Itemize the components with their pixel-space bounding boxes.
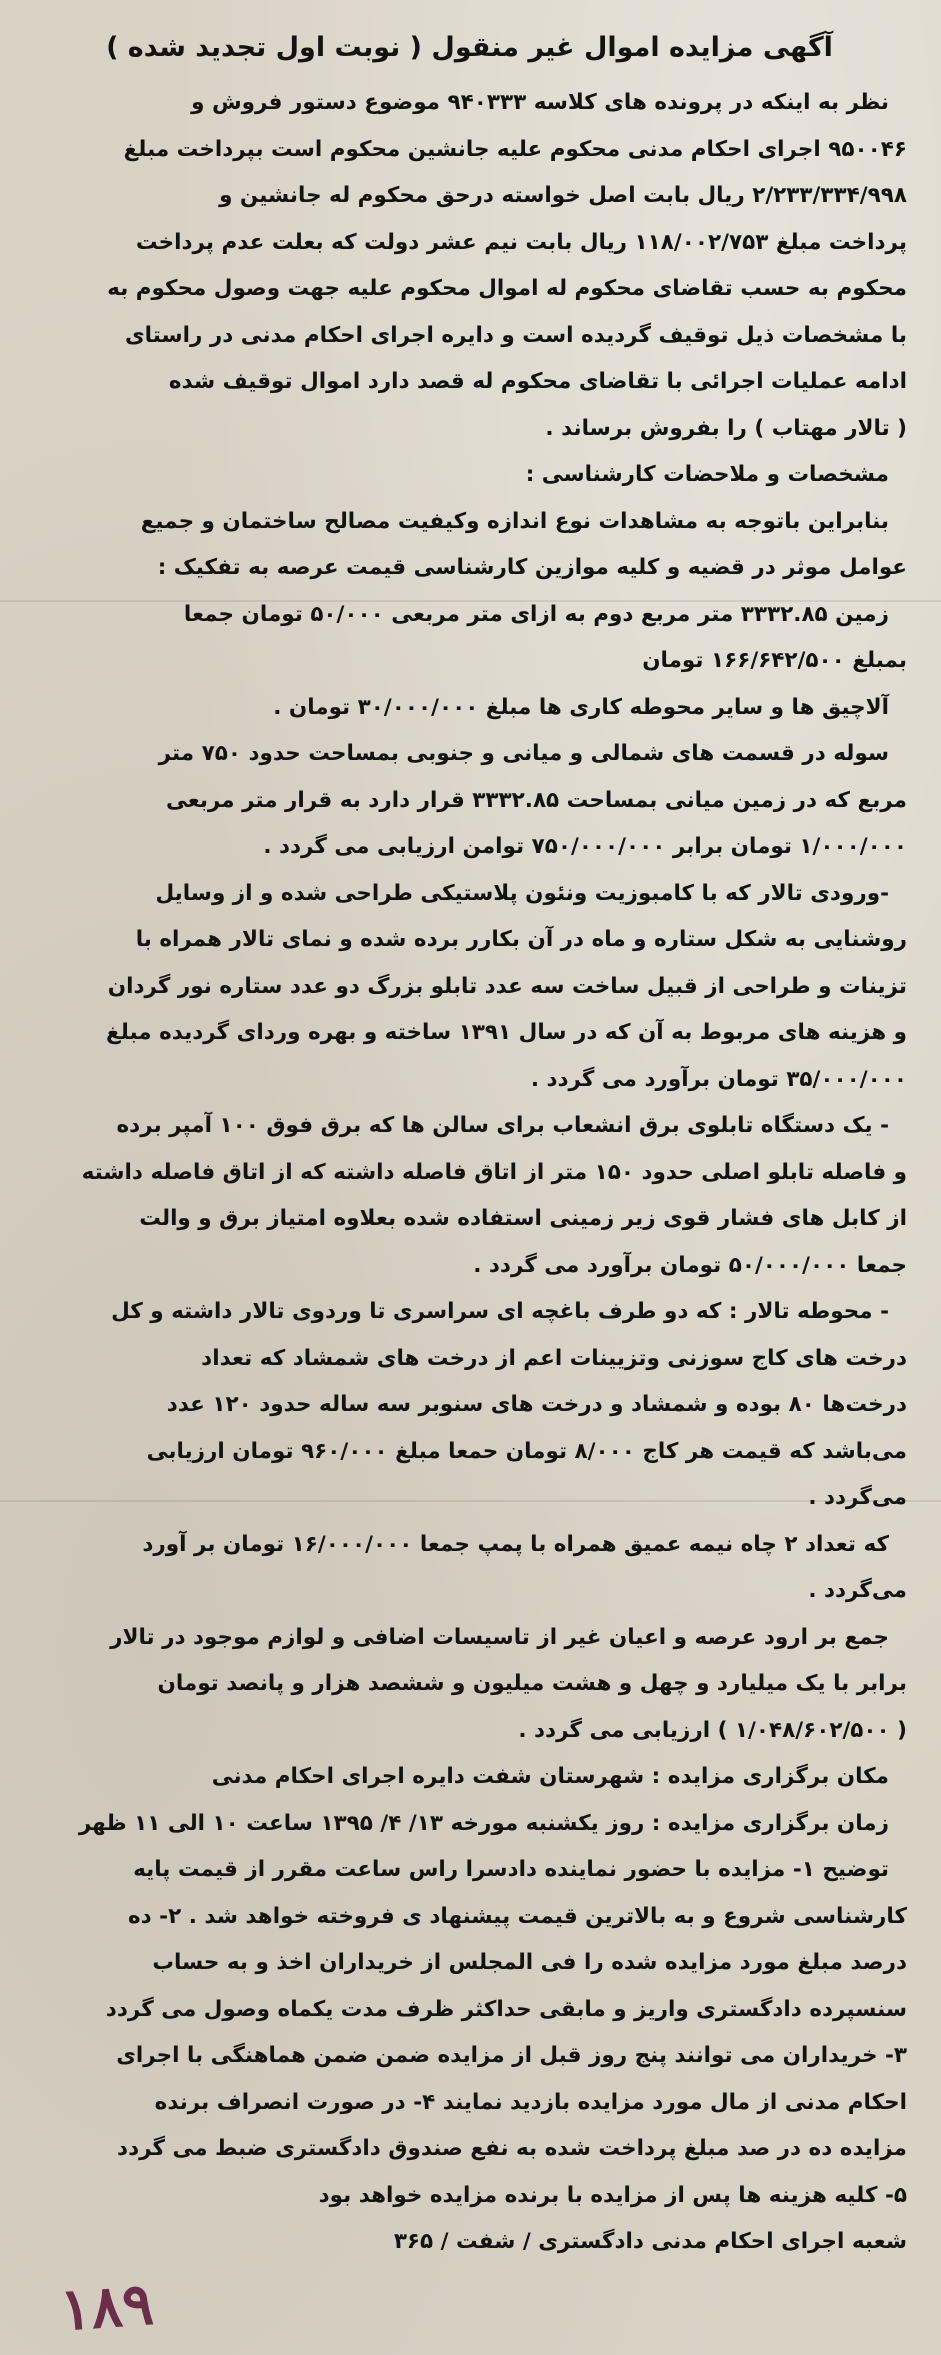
notice-line: ادامه عملیات اجرائی با تقاضای محکوم له قصد دارد اموال توقیف شده xyxy=(168,369,907,394)
notice-line: بمبلغ ۱۶۶/۶۴۲/۵۰۰ تومان xyxy=(642,648,907,673)
notice-line: مربع که در زمین میانی بمساحت ۳۳۳۲.۸۵ قرار دارد به قرار متر مربعی xyxy=(165,787,907,813)
fold-line xyxy=(0,600,941,602)
notice-line: و فاصله تابلو اصلی حدود ۱۵۰ متر از اتاق فاصله داشته که از اتاق فاصله داشته xyxy=(81,1159,907,1185)
notice-line: برابر با یک میلیارد و چهل و هشت میلیون و ششصد هزار و پانصد تومان xyxy=(157,1671,907,1696)
notice-line: مشخصات و ملاحضات کارشناسی : xyxy=(525,462,889,487)
notice-line: سوله در قسمت های شمالی و میانی و جنوبی بمساحت حدود ۷۵۰ متر xyxy=(158,741,889,766)
notice-line: و هزینه های مربوط به آن که در سال ۱۳۹۱ ساخته و بهره وردای گردیده مبلغ xyxy=(106,1020,907,1045)
notice-line: ( تالار مهتاب ) را بفروش برساند . xyxy=(545,415,907,441)
notice-line: ۲/۲۳۳/۳۳۴/۹۹۸ ریال بابت اصل خواسته درحق محکوم له جانشین و xyxy=(219,183,907,208)
notice-line: توضیح ۱- مزایده با حضور نماینده دادسرا راس ساعت مقرر از قیمت پایه xyxy=(133,1857,889,1882)
notice-line: درخت‌ها ۸۰ بوده و شمشاد و درخت های سنوبر سه ساله حدود ۱۲۰ عدد xyxy=(166,1392,907,1417)
notice-line: نظر به اینکه در پرونده های کلاسه ۹۴۰۳۳۳ موضوع دستور فروش و xyxy=(191,90,889,115)
notice-line: ( ۱/۰۴۸/۶۰۲/۵۰۰ ) ارزیابی می گردد . xyxy=(518,1717,907,1743)
notice-line: ۳۵/۰۰۰/۰۰۰ تومان برآورد می گردد . xyxy=(530,1066,907,1092)
notice-line: جمعا ۵۰/۰۰۰/۰۰۰ تومان برآورد می گردد . xyxy=(473,1252,907,1278)
notice-line: - محوطه تالار : که دو طرف باغچه ای سراسری تا وردوی تالار داشته و کل xyxy=(111,1299,889,1324)
notice-line: -ورودی تالار که با کامبوزیت ونئون پلاستیکی طراحی شده و از وسایل xyxy=(155,880,889,906)
notice-line: سنسپرده دادگستری واریز و مابقی حداکثر ظرف مدت یکماه وصول می گردد xyxy=(105,1996,907,2022)
notice-line: جمع بر ارود عرصه و اعیان غیر از تاسیسات اضافی و لوازم موجود در تالار xyxy=(110,1624,889,1650)
notice-line: کارشناسی شروع و به بالاترین قیمت پیشنهاد ی فروخته خواهد شد . ۲- ده xyxy=(127,1903,907,1929)
notice-line: پرداخت مبلغ ۱۱۸/۰۰۲/۷۵۳ ریال بابت نیم عشر دولت که بعلت عدم پرداخت xyxy=(135,229,907,255)
notice-line: می‌باشد که قیمت هر کاج ۸/۰۰۰ تومان حمعا مبلغ ۹۶۰/۰۰۰ تومان ارزیابی xyxy=(146,1438,907,1464)
notice-line: زمین ۳۳۳۲.۸۵ متر مربع دوم به ازای متر مربعی ۵۰/۰۰۰ تومان جمعا xyxy=(183,601,889,627)
notice-body xyxy=(32,80,907,2266)
notice-line: محکوم به حسب تقاضای محکوم له اموال محکوم علیه جهت وصول محکوم به xyxy=(107,276,907,301)
notice-line: درخت های کاج سوزنی وتزیینات اعم از درخت های شمشاد که تعداد xyxy=(201,1345,907,1371)
notice-line: زمان برگزاری مزایده : روز یکشنبه مورخه ۱۳/ ۴/ ۱۳۹۵ ساعت ۱۰ الی ۱۱ ظهر xyxy=(78,1810,889,1836)
notice-line: ۹۵۰۰۴۶ اجرای احکام مدنی محکوم علیه جانشین محکوم است بپرداخت مبلغ xyxy=(123,136,907,162)
notice-line: درصد مبلغ مورد مزایده شده را فی المجلس از خریداران اخذ و به حساب xyxy=(152,1950,907,1975)
notice-line: روشنایی به شکل ستاره و ماه در آن بکارر برده شده و نمای تالار همراه با xyxy=(135,927,907,952)
notice-line: می‌گردد . xyxy=(808,1578,907,1603)
notice-line: بنابراین باتوجه به مشاهدات نوع اندازه وکیفیت مصالح ساختمان و جمیع xyxy=(140,508,889,534)
notice-line: مکان برگزاری مزایده : شهرستان شفت دایره اجرای احکام مدنی xyxy=(211,1764,889,1789)
notice-line: شعبه اجرای احکام مدنی دادگستری / شفت / ۳۶۵ xyxy=(393,2229,907,2254)
notice-line: - یک دستگاه تابلوی برق انشعاب برای سالن ها که برق فوق ۱۰۰ آمپر برده xyxy=(116,1113,889,1138)
notice-line: که تعداد ۲ چاه نیمه عمیق همراه با پمپ جمعا ۱۶/۰۰۰/۰۰۰ تومان بر آورد xyxy=(142,1531,889,1557)
notice-line: تزینات و طراحی از قبیل ساخت سه عدد تابلو بزرگ دو عدد ستاره نور گردان xyxy=(107,973,907,999)
notice-title: آگهی مزایده اموال غیر منقول ( نوبت اول تجدید شده ) xyxy=(106,32,833,63)
notice-line: با مشخصات ذیل توقیف گردیده است و دایره اجرای احکام مدنی در راستای xyxy=(124,322,907,348)
notice-line: ۱/۰۰۰/۰۰۰ تومان برابر ۷۵۰/۰۰۰/۰۰۰ توامن ارزیابی می گردد . xyxy=(263,834,907,859)
handwritten-number: ۱۸۹ xyxy=(57,2269,156,2344)
notice-line: عوامل موثر در قضیه و کلیه موازین کارشناسی قیمت عرصه به تفکیک : xyxy=(157,555,907,580)
notice-line: مزایده ده در صد مبلغ پرداخت شده به نفع صندوق دادگستری ضبط می گردد xyxy=(117,2136,907,2161)
notice-line: ۵- کلیه هزینه ها پس از مزایده با برنده مزایده خواهد بود xyxy=(318,2182,907,2208)
notice-line: آلاچیق ها و سایر محوطه کاری ها مبلغ ۳۰/۰۰۰/۰۰۰ تومان . xyxy=(273,694,889,720)
notice-line: ۳- خریداران می توانند پنج روز قبل از مزایده ضمن ضمن هماهنگی با اجرای xyxy=(116,2043,907,2068)
notice-line: احکام مدنی از مال مورد مزایده بازدید نمایند ۴- در صورت انصراف برنده xyxy=(154,2089,907,2115)
notice-line: از کابل های فشار قوی زیر زمینی استفاده شده بعلاوه امتیاز برق و والت xyxy=(139,1206,907,1231)
notice-line: می‌گردد . xyxy=(808,1485,907,1510)
fold-line xyxy=(0,1500,941,1502)
